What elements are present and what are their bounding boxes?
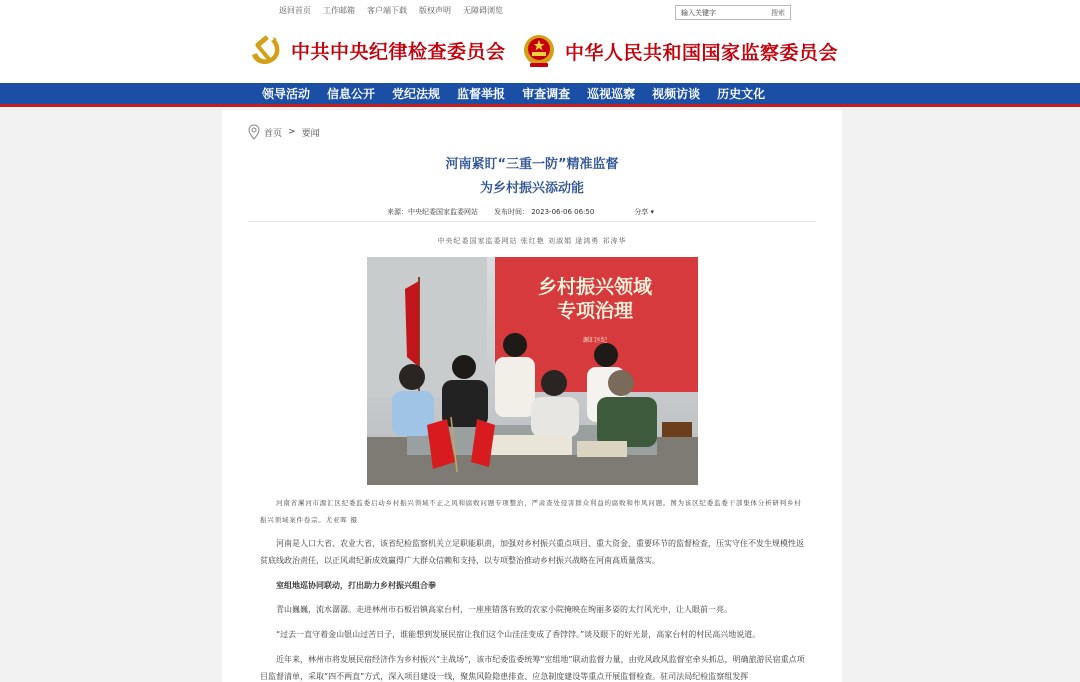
search-button[interactable]: 搜索 bbox=[771, 8, 785, 17]
article-subheading-1: 室组地巡协同联动，打出助力乡村振兴组合拳 bbox=[276, 581, 436, 590]
nav-item-report[interactable]: 监督举报 bbox=[457, 87, 506, 101]
top-utility-bar bbox=[0, 0, 1080, 24]
article-photo bbox=[367, 257, 698, 485]
article-authors: 中央纪委国家监委网站 张红艳 刘淑娟 逯鸿勇 祁涛华 bbox=[437, 237, 627, 245]
article-title-line2: 为乡村振兴添动能 bbox=[479, 181, 584, 196]
share-button[interactable]: 分享 ▾ bbox=[634, 208, 655, 216]
search-input[interactable]: 输入关键字 bbox=[681, 8, 716, 17]
article-paragraph-3: “过去一直守着金山银山过苦日子，谁能想到发展民宿让我们这个山洼洼变成了香饽饽。”谈及眼下的好光景，高家台村的村民高兴地说道。 bbox=[276, 630, 761, 639]
location-pin-icon bbox=[248, 124, 260, 140]
nav-item-inspection[interactable]: 巡视巡察 bbox=[587, 87, 636, 101]
article-source: 来源：中央纪委国家监委网站 bbox=[387, 208, 478, 216]
photo-banner-line2: 专项治理 bbox=[556, 300, 634, 322]
nav-item-history[interactable]: 历史文化 bbox=[717, 87, 766, 101]
article-published: 发布时间： 2023-06-06 06:50 bbox=[494, 208, 595, 216]
divider bbox=[248, 221, 816, 222]
top-links bbox=[279, 5, 503, 16]
breadcrumb-separator: > bbox=[288, 127, 296, 137]
article-paragraph-4: 近年来，林州市将发展民宿经济作为乡村振兴“主战场”，该市纪委监委统筹“室组地”联动监督力量，由党风政风监督室牵头抓总，明确旅游民宿重点项目监督清单，采取“四不两直”方式，深入项目建设一线，聚焦风险隐患排查、应急制度建设等重点开展监督检查。驻司法局纪检监察组发挥 bbox=[260, 655, 805, 681]
article-title-line1: 河南紧盯“三重一防”精准监督 bbox=[445, 157, 619, 172]
nav-item-disclosure[interactable]: 信息公开 bbox=[327, 87, 376, 101]
photo-sign: 源汇区纪 bbox=[582, 337, 608, 344]
nsc-logo[interactable] bbox=[521, 33, 838, 69]
article-paragraph-2: 青山巍巍，流水潺潺。走进林州市石板岩镇高家台村，一座座错落有致的农家小院掩映在绚丽多姿的太行风光中，让人眼前一亮。 bbox=[276, 605, 732, 614]
breadcrumb bbox=[248, 124, 320, 140]
top-link-accessibility[interactable]: 无障碍浏览 bbox=[463, 6, 503, 15]
article-container bbox=[222, 110, 842, 682]
article-paragraph-1: 河南是人口大省、农业大省，该省纪检监察机关立足职能职责，加强对乡村振兴重点项目、重大资金、重要环节的监督检查，压实守住不发生规模性返贫底线政治责任，以正风肃纪新成效赢得广大群众信赖和支持，以专项整治推动乡村振兴战略在河南高质量落实。 bbox=[260, 539, 804, 565]
site-header bbox=[0, 24, 1080, 83]
national-emblem-icon bbox=[521, 33, 557, 69]
top-link-copyright[interactable]: 版权声明 bbox=[419, 6, 451, 15]
ccdi-logo[interactable] bbox=[249, 33, 506, 67]
nsc-title: 中华人民共和国国家监察委员会 bbox=[565, 41, 839, 64]
top-link-app-download[interactable]: 客户端下载 bbox=[367, 6, 407, 15]
nav-item-video[interactable]: 视频访谈 bbox=[652, 87, 701, 101]
article-meta bbox=[387, 207, 654, 217]
article-title bbox=[222, 153, 842, 201]
top-link-mailbox[interactable]: 工作邮箱 bbox=[323, 6, 355, 15]
main-nav bbox=[0, 83, 1080, 107]
ccdi-title: 中共中央纪律检查委员会 bbox=[291, 40, 506, 63]
top-link-home[interactable]: 返回首页 bbox=[279, 6, 311, 15]
nav-item-regulations[interactable]: 党纪法规 bbox=[392, 87, 441, 101]
search-box[interactable] bbox=[675, 5, 791, 20]
photo-banner-line1: 乡村振兴领域 bbox=[537, 276, 653, 298]
nav-item-investigation[interactable]: 审查调查 bbox=[522, 87, 571, 101]
nav-item-leadership[interactable]: 领导活动 bbox=[262, 87, 311, 101]
breadcrumb-home[interactable]: 首页 bbox=[264, 128, 283, 139]
photo-caption: 河南省漯河市源汇区纪委监委启动乡村振兴领域不正之风和腐败问题专项整治，严肃查处侵害群众利益的腐败和作风问题。图为该区纪委监委干部集体分析研判乡村振兴领域案件卷宗。尤亚晖 摄 bbox=[260, 499, 802, 524]
party-emblem-icon bbox=[249, 33, 283, 67]
breadcrumb-current[interactable]: 要闻 bbox=[301, 128, 320, 139]
